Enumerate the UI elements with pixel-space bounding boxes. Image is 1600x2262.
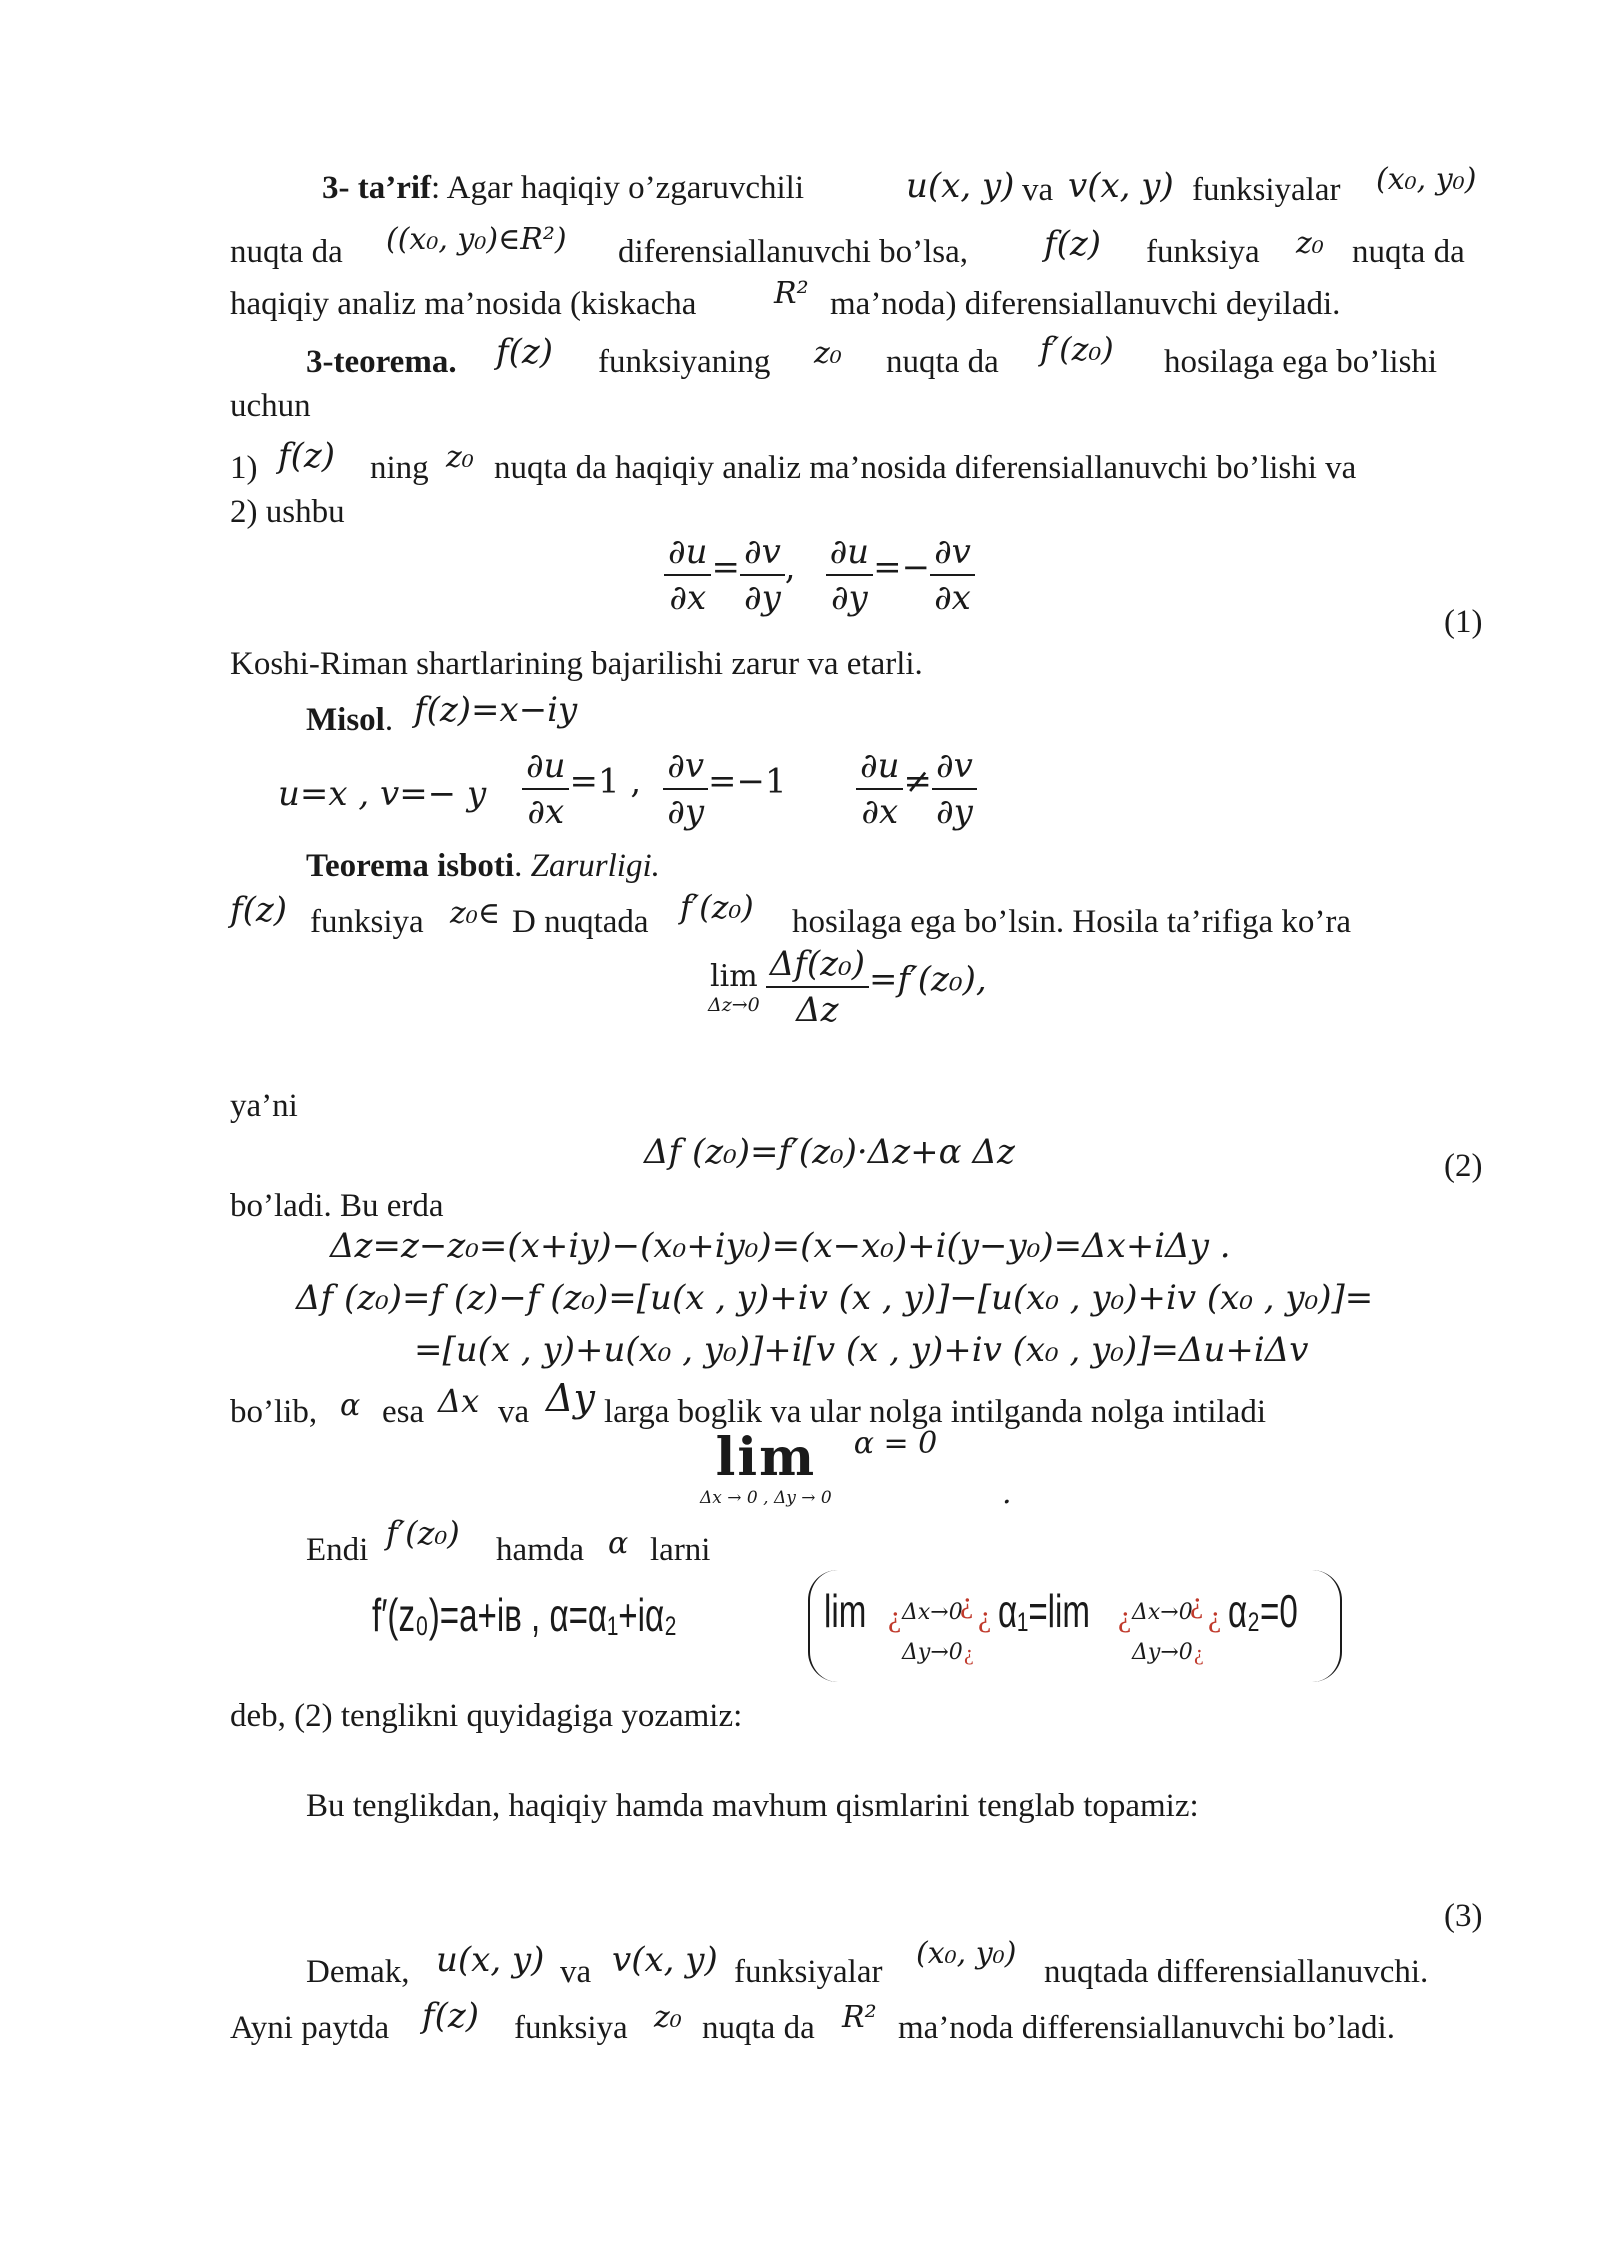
alpha-limit: lim Δx → 0 , Δy → 0 α = 0 xyxy=(700,1426,938,1508)
cauchy-riemann-equation: $\frac{\partial u}{\partial x}$ = $\frac{\partial v}{\partial y}$ , $\frac{\partial u}{\partial y}$ =− $\frac{\partial v}{\partial x}$ xyxy=(664,532,975,618)
equation-label-2: (2) xyxy=(1444,1148,1483,1184)
derivative-limit: lim Δz→0 $\frac{\text{Δf(z₀)}}{\Delta z}$ =f′(z₀), xyxy=(708,944,987,1030)
delta-z-equation: Δz=z−z₀=(x+iy)−(x₀+iy₀)=(x−x₀)+i(y−y₀)=Δx+iΔy . xyxy=(330,1226,1231,1266)
koshi-riman-text: Koshi-Riman shartlarining bajarilishi zarur va etarli. xyxy=(230,646,923,682)
definition-title: 3- ta’rif xyxy=(322,170,432,206)
delta-f-equation-2: =[u(x , y)+u(x₀ , y₀)]+i[v (x , y)+iv (x₀ , y₀)]=Δu+iΔv xyxy=(414,1330,1309,1370)
math-v: v(x, y) xyxy=(1068,166,1174,206)
equation-label-3: (3) xyxy=(1444,1898,1483,1934)
equation-2: Δf (z₀)=f′(z₀)·Δz+α Δz xyxy=(644,1132,1015,1172)
math-u: u(x, y) xyxy=(906,166,1015,206)
delta-f-equation-1: Δf (z₀)=f (z)−f (z₀)=[u(x , y)+iv (x , y)]−[u(x₀ , y₀)+iv (x₀ , y₀)]= xyxy=(296,1278,1374,1318)
theorem-title: 3-teorema. xyxy=(306,344,457,380)
limits-bracket: lim ¿ Δx→0 ¿ ¿ Δy→0 ¿ α₁=lim ¿ Δx→0 ¿ ¿ Δy→0 ¿ α₂=0 xyxy=(808,1570,1342,1682)
equation-label-1: (1) xyxy=(1444,604,1483,640)
